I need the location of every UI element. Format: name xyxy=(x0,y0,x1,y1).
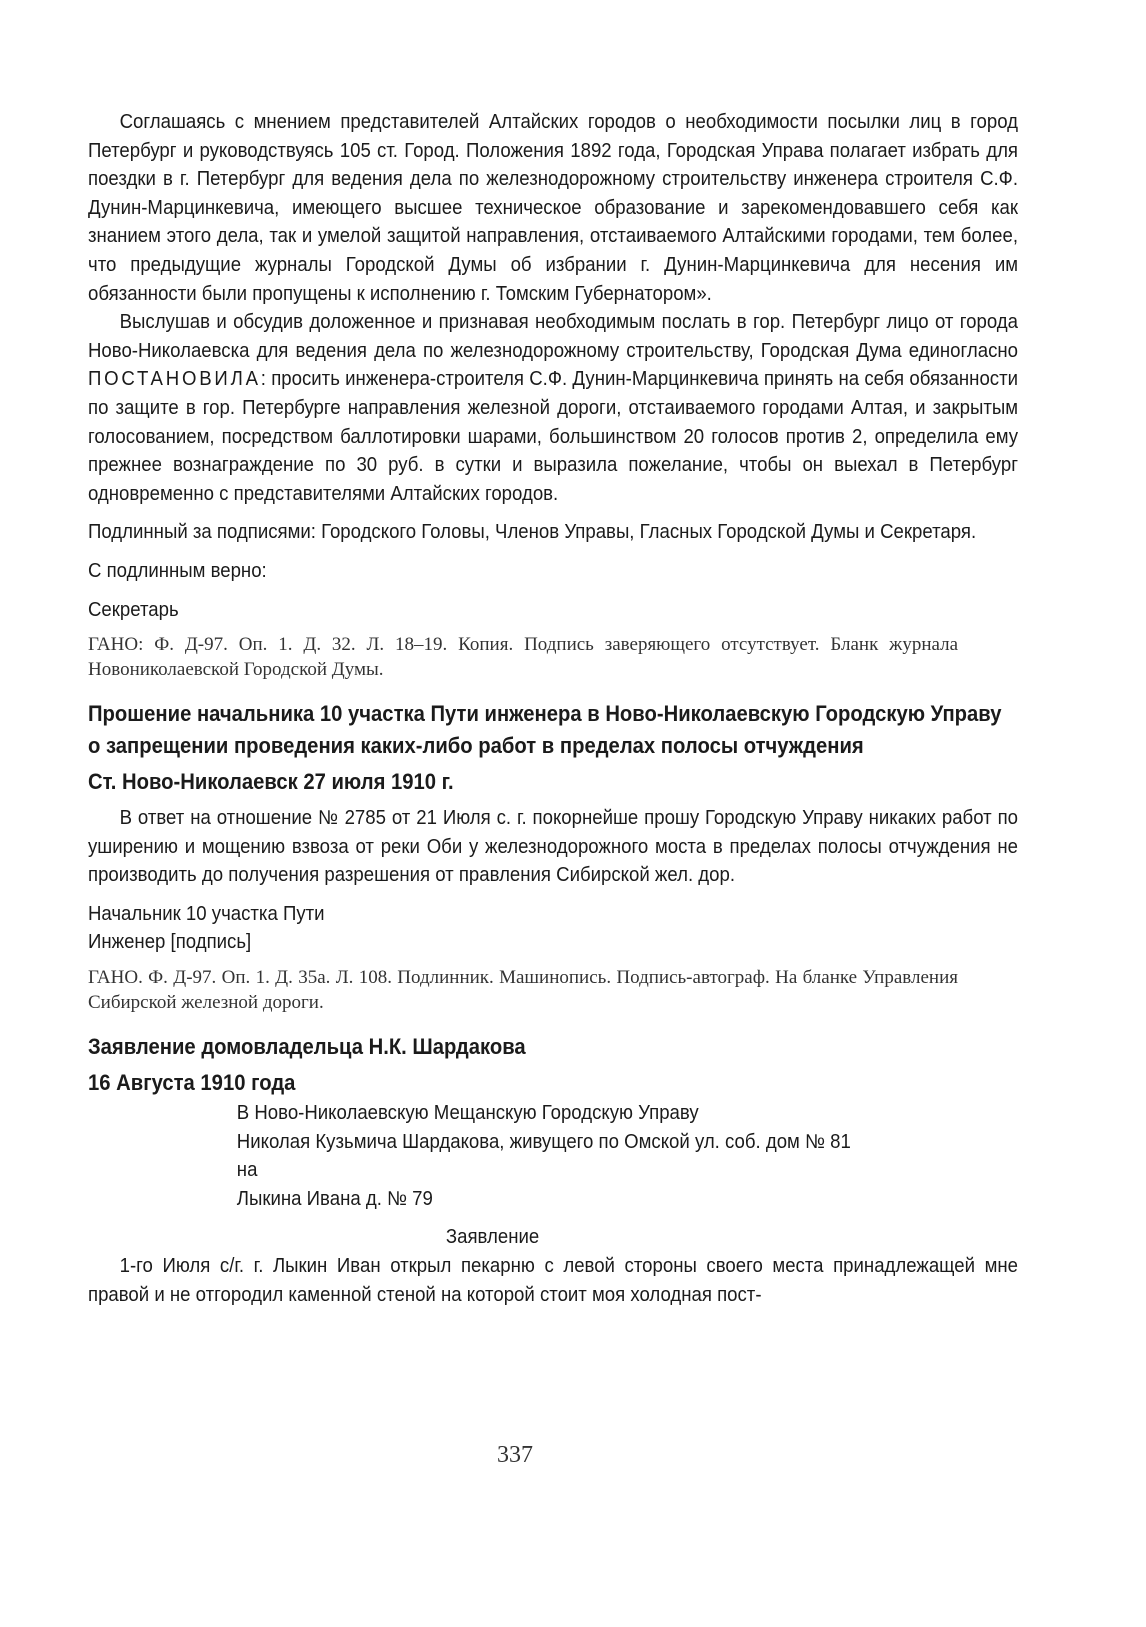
journal-paragraph-1: Соглашаясь с мнением представителей Алтайских городов о необходимости посылки лиц в город Петербург и руководствуясь 105 ст. Город. Положения 1892 года, Городская Управа полагает избрать для поездки в г. Петербург для ведения дела по железнодорожному строительству инженера строителя С.Ф. Дунин-Марцинкевича, имеющего высшее техническое образование и зарекомендовавшего себя как знанием этого дела, так и умелой защитой направления, отстаиваемого Алтайскими городами, тем более, что предыдущие журналы Городской Думы об избрании г. Дунин-Марцинкевича для несения им обязанности были пропущены к исполнению г. Томским Губернатором». xyxy=(88,111,1019,305)
statement-address-line-3: на xyxy=(236,1159,258,1182)
statement-address-line-1: В Ново-Николаевскую Мещанскую Городскую Управу xyxy=(236,1102,699,1125)
signatures-note: Подлинный за подписями: Городского Головы, Членов Управы, Гласных Городской Думы и Секретаря. xyxy=(88,521,977,544)
page-number: 337 xyxy=(497,1442,533,1468)
journal-paragraph-2-start: Выслушав и обсудив доложенное и признавая необходимым послать в гор. Петербург лицо от города Ново-Николаевска для ведения дела по железнодорожному строительству, Городская Дума единогласно xyxy=(88,311,1019,362)
statement-address-line-4: Лыкина Ивана д. № 79 xyxy=(236,1187,433,1210)
journal-paragraph-2 xyxy=(88,308,1018,508)
petition-date: Ст. Ново-Николаевск 27 июля 1910 г. xyxy=(88,769,454,795)
decree-word: ПОСТАНОВИЛА xyxy=(88,368,261,391)
statement-caption: Заявление xyxy=(445,1226,540,1249)
petition-section xyxy=(88,804,1018,957)
petition-signer-signature: Инженер [подпись] xyxy=(88,931,252,954)
petition-archive-source: ГАНО. Ф. Д-97. Оп. 1. Д. 35а. Л. 108. Подлинник. Машинопись. Подпись-автограф. На бланке Управления Сибирской железной дороги. xyxy=(88,967,958,1014)
statement-title: Заявление домовладельца Н.К. Шардакова xyxy=(88,1034,526,1060)
statement-section xyxy=(88,1099,1018,1309)
statement-date: 16 Августа 1910 года xyxy=(88,1070,296,1096)
statement-address-line-2: Николая Кузьмича Шардакова, живущего по Омской ул. соб. дом № 81 xyxy=(236,1130,851,1153)
journal-paragraph-2-end: : просить инженера-строителя С.Ф. Дунин-Марцинкевича принять на себя обязанности по защите в гор. Петербурге направления железной дороги, отстаиваемого городами Алтая, и закрытым голосованием, посредством баллотировки шарами, большинством 20 голосов против 2, определила ему прежнее вознаграждение по 30 руб. в сутки и выразила пожелание, чтобы он выехал в Петербург одновременно с представителями Алтайских городов. xyxy=(88,368,1018,505)
petition-signer-position: Начальник 10 участка Пути xyxy=(88,902,325,925)
secretary-note: Секретарь xyxy=(88,598,179,621)
statement-body: 1-го Июля с/г. г. Лыкин Иван открыл пекарню с левой стороны своего места принадлежащей мне правой и не отгородил каменной стеной на которой стоит моя холодная пост- xyxy=(88,1255,1019,1306)
petition-title: Прошение начальника 10 участка Пути инженера в Ново-Николаевскую Городскую Управу о запрещении проведения каких-либо работ в пределах полосы отчуждения xyxy=(88,701,1002,759)
petition-body: В ответ на отношение № 2785 от 21 Июля с. г. покорнейше прошу Городскую Управу никаких работ по уширению и мощению взвоза от реки Оби у железнодорожного моста в пределах полосы отчуждения не производить до получения разрешения от правления Сибирской жел. дор. xyxy=(88,807,1019,887)
certified-note: С подлинным верно: xyxy=(88,559,267,582)
journal-archive-source: ГАНО: Ф. Д-97. Оп. 1. Д. 32. Л. 18–19. Копия. Подпись заверяющего отсутствует. Бланк журнала Новониколаевской Городской Думы. xyxy=(88,634,958,681)
journal-section xyxy=(88,108,1018,624)
